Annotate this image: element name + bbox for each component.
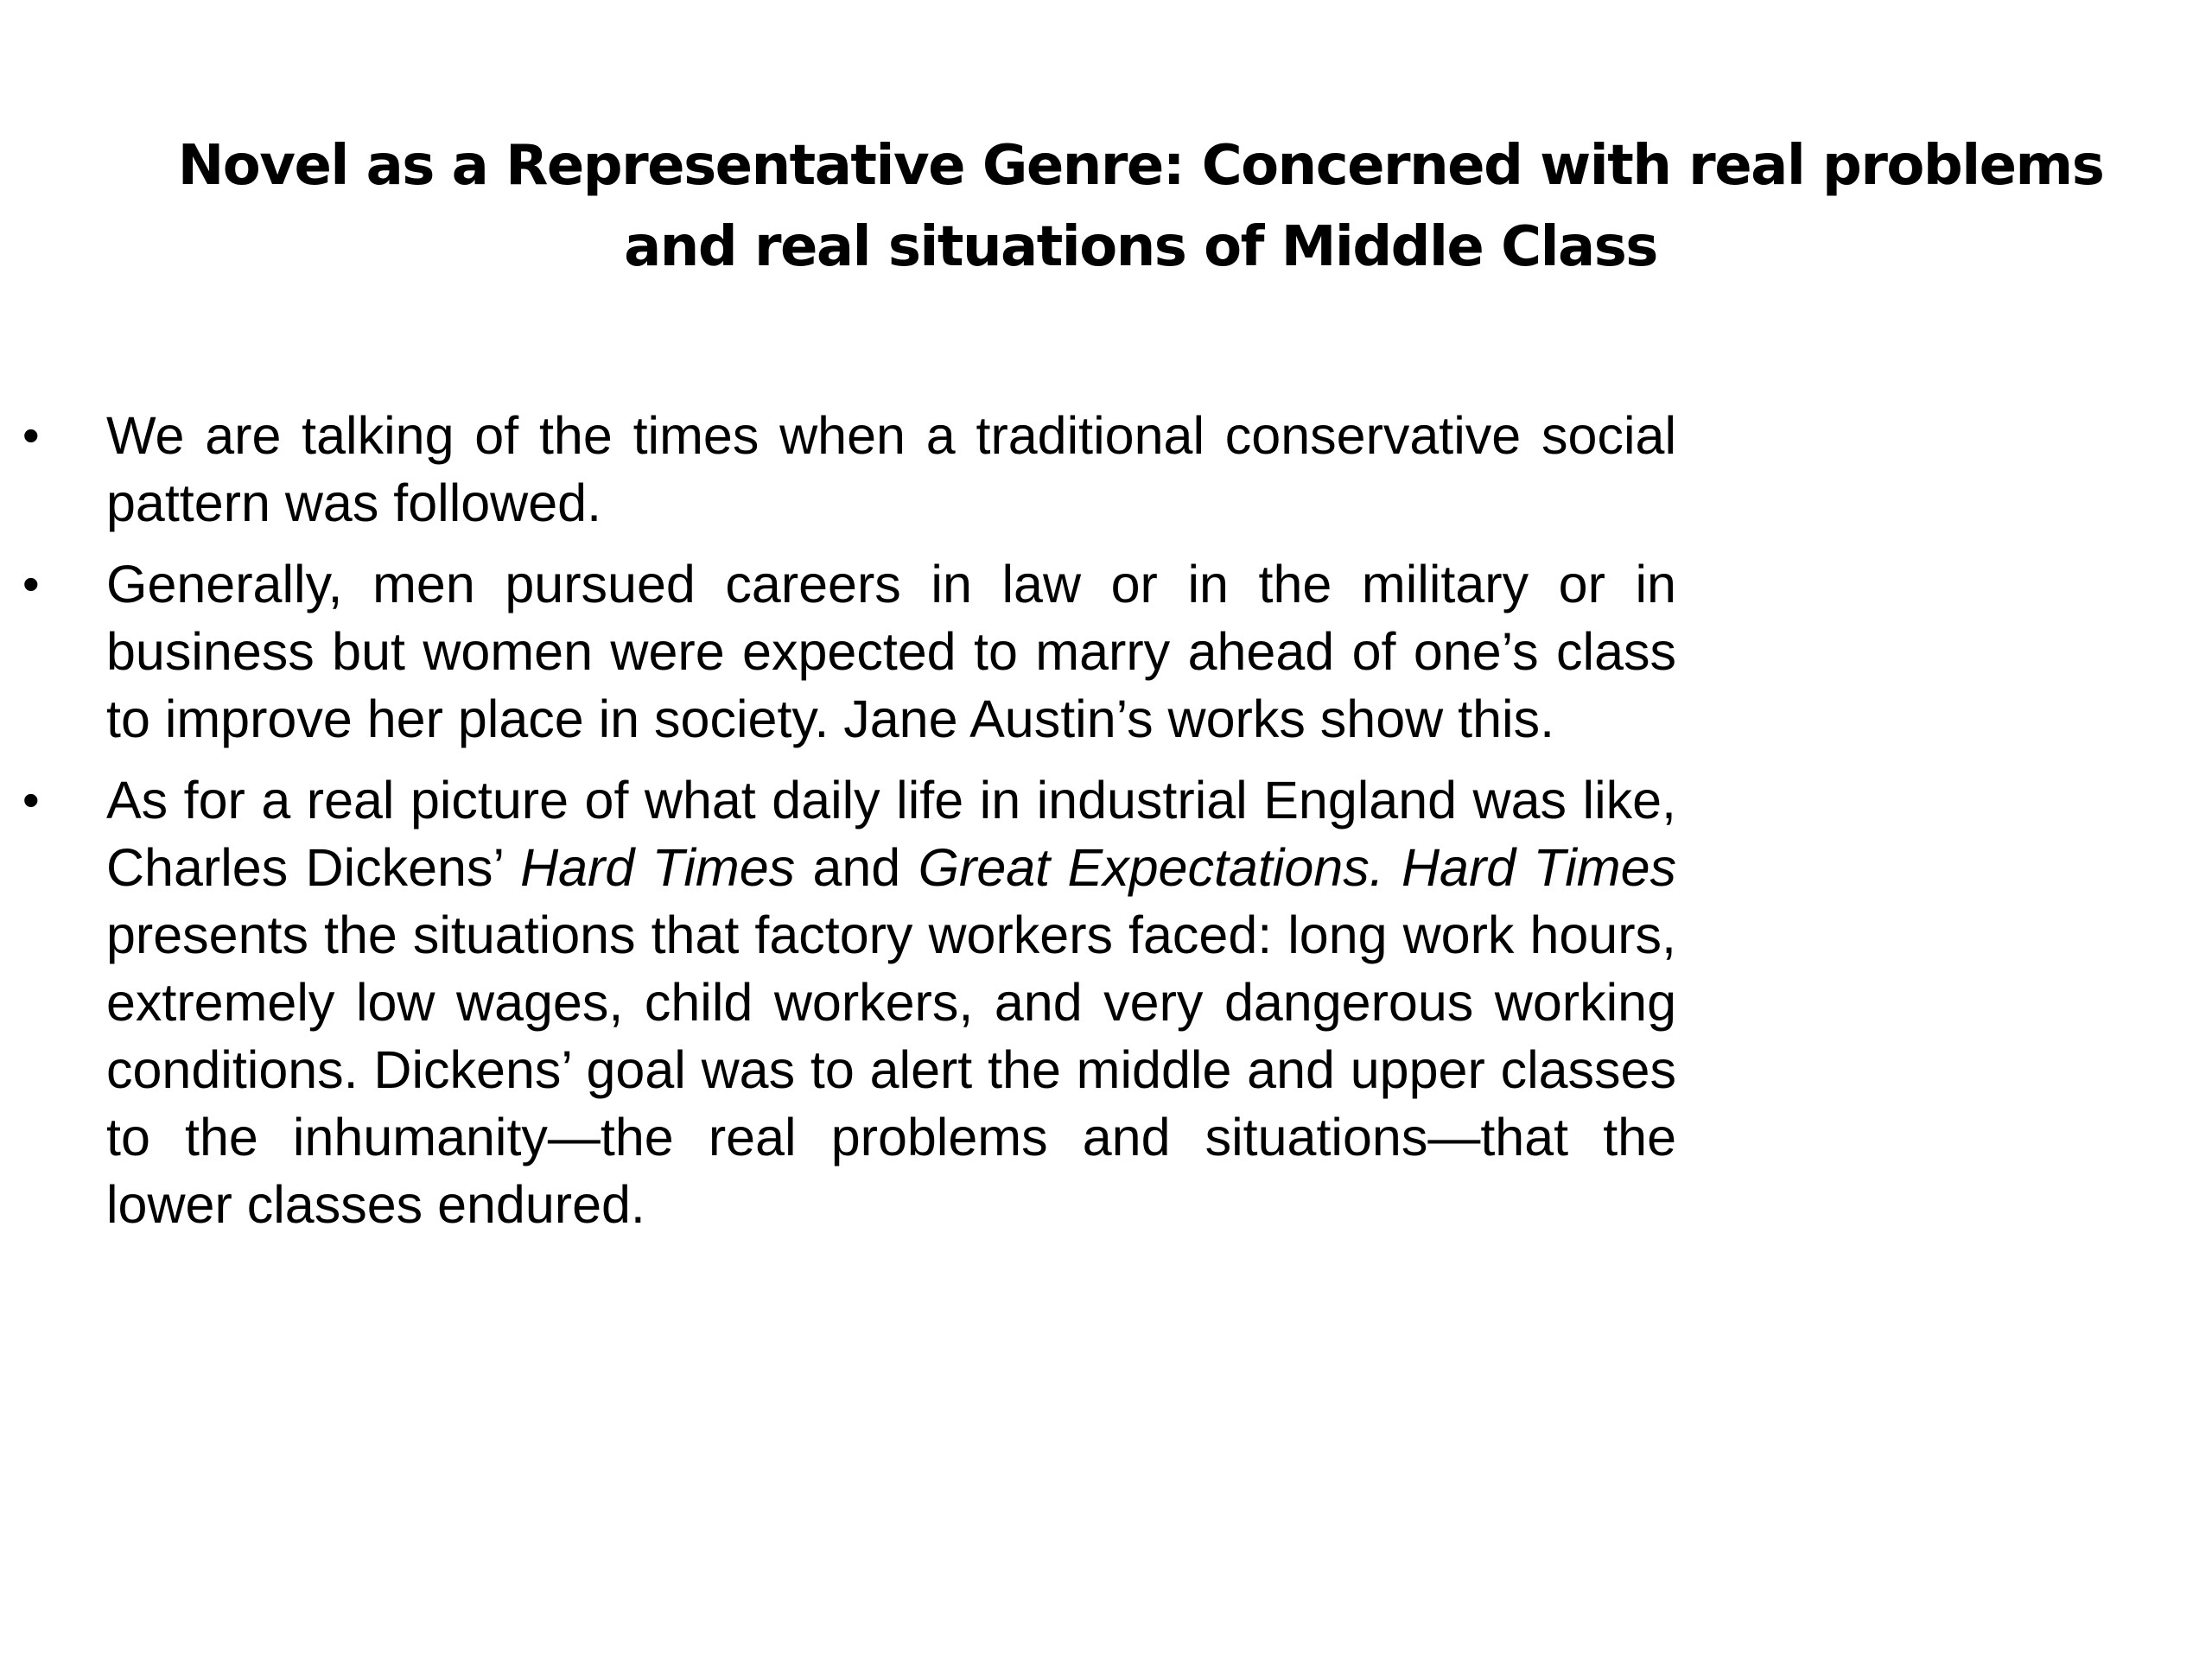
bullet-icon: • xyxy=(22,556,40,611)
bullet-icon: • xyxy=(22,408,40,462)
bullet-text-segment: As for a real picture of what daily life in industrial England was like, Charles Dickens’ xyxy=(106,771,1676,897)
book-title-hard-times: Hard Times xyxy=(520,838,796,897)
bullet-list xyxy=(0,402,1676,1252)
bullet-text: We are talking of the times when a traditional conservative social pattern was followed. xyxy=(106,406,1676,532)
bullet-text: Generally, men pursued careers in law or in the military or in business but women were expected to marry ahead of one’s class to improve her place in society. Jane Austin’s works show this. xyxy=(106,555,1676,748)
slide-title-line-1: Novel as a Representative Genre: Concerned with real problems xyxy=(177,134,2104,198)
bullet-text xyxy=(106,766,1676,1238)
book-title-great-expectations: Great Expectations. Hard Times xyxy=(918,838,1677,897)
bullet-text-segment: and xyxy=(795,838,918,897)
slide-title xyxy=(156,125,2126,288)
bullet-text-segment: presents the situations that factory workers faced: long work hours, extremely low wages, child workers, and very dangerous working conditions. Dickens’ goal was to alert the middle and upper classes to the inhumanity—the real problems and situations—that the lower classes endured. xyxy=(106,906,1676,1234)
bullet-item-3 xyxy=(0,766,1676,1238)
bullet-icon: • xyxy=(22,772,40,827)
slide-title-line-2: and real situations of Middle Class xyxy=(624,215,1657,279)
bullet-item-1 xyxy=(0,402,1676,537)
bullet-item-2 xyxy=(0,550,1676,753)
